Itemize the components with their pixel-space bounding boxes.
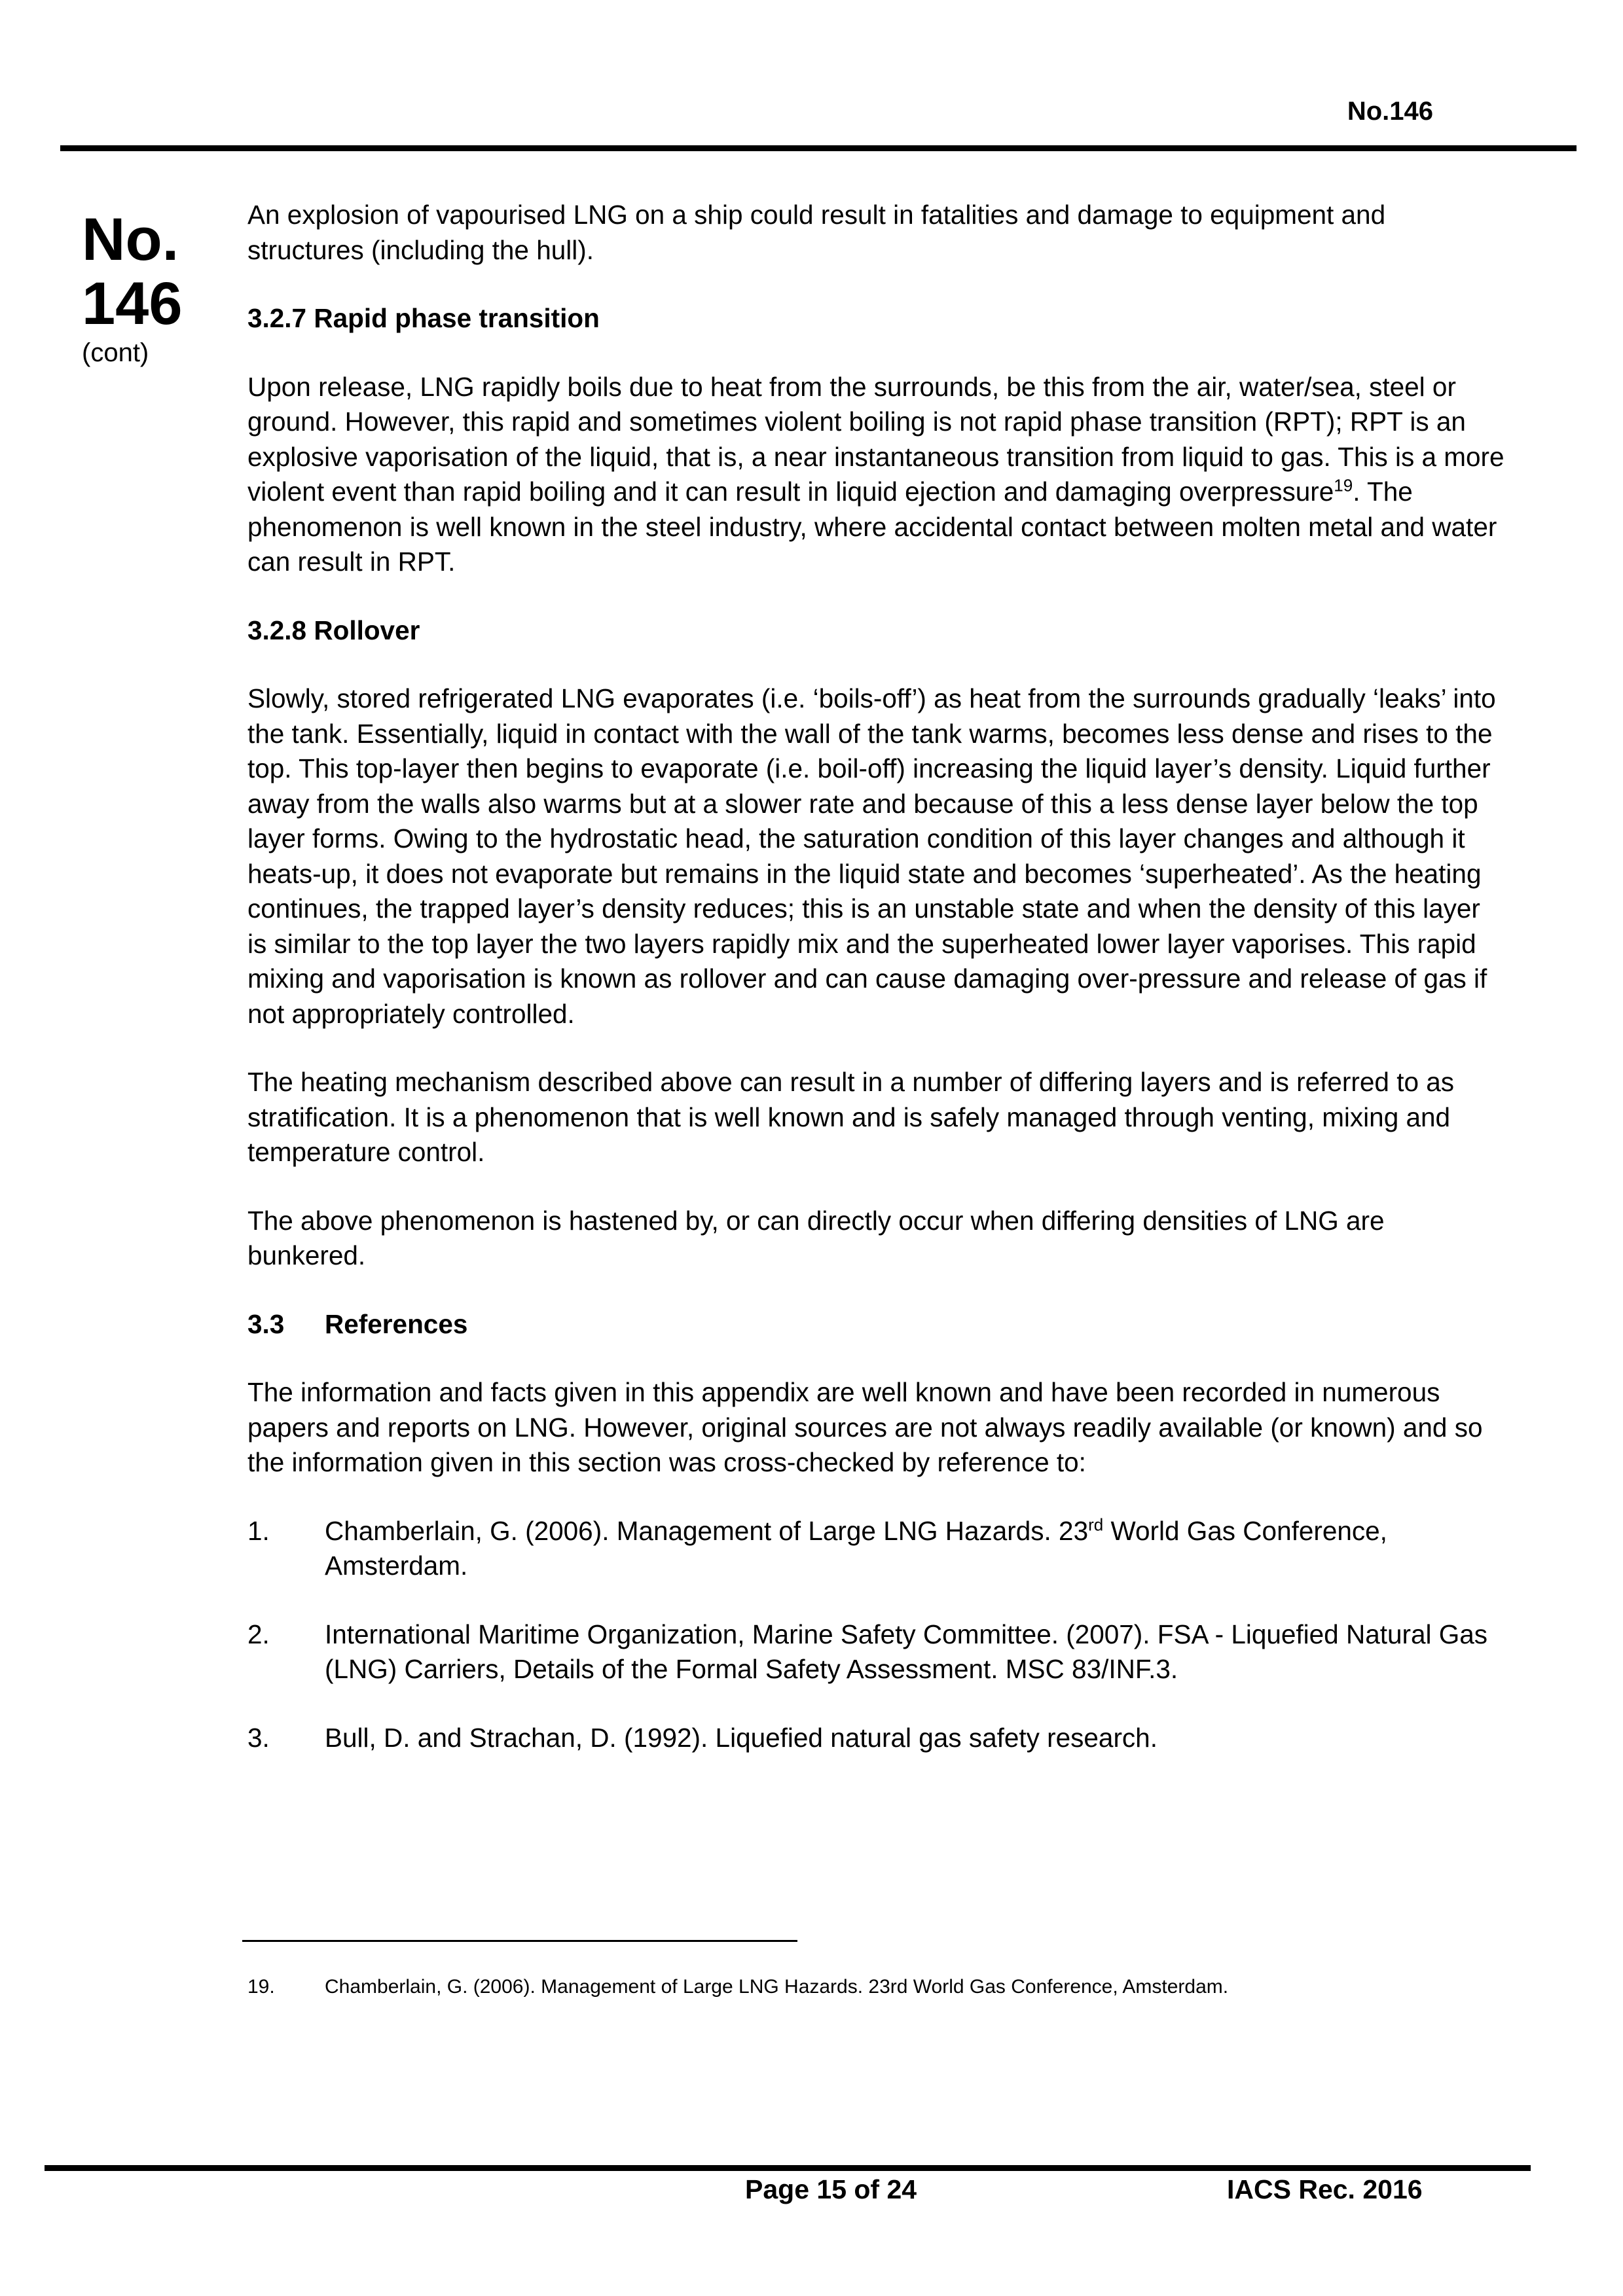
- header-document-number: No.146: [1347, 97, 1433, 126]
- reference-item: [247, 1721, 1504, 1756]
- side-label-no: No.: [82, 206, 179, 273]
- reference-item: [247, 1514, 1504, 1584]
- footnote-separator: [242, 1940, 797, 1942]
- reference-text-part1: Chamberlain, G. (2006). Management of Large LNG Hazards. 23: [325, 1515, 1089, 1546]
- reference-number: 1.: [247, 1515, 270, 1546]
- reference-superscript: rd: [1088, 1515, 1104, 1534]
- footnote-text: Chamberlain, G. (2006). Management of Large LNG Hazards. 23rd World Gas Conference, Amsterdam.: [325, 1976, 1229, 1998]
- section-327-heading: 3.2.7 Rapid phase transition: [247, 303, 600, 333]
- footnote: [247, 1974, 1504, 2000]
- reference-item: [247, 1617, 1504, 1687]
- reference-text: Bull, D. and Strachan, D. (1992). Liquefied natural gas safety research.: [325, 1722, 1158, 1753]
- section-327-text-part2: . The phenomenon is well known in the steel industry, where accidental contact between molten metal and water can result in RPT.: [247, 476, 1497, 577]
- footer-rec-label: IACS Rec. 2016: [1227, 2174, 1423, 2204]
- reference-text-part2: World Gas Conference, Amsterdam.: [325, 1515, 1387, 1581]
- footer-page-number: Page 15 of 24: [745, 2174, 917, 2204]
- footnote-number: 19.: [247, 1976, 275, 1998]
- footer-rule: [45, 2165, 1531, 2171]
- section-33-number: 3.3: [247, 1308, 285, 1339]
- main-content: [247, 198, 1504, 1789]
- side-label-cont: (cont): [82, 338, 149, 367]
- reference-text: International Maritime Organization, Marine Safety Committee. (2007). FSA - Liquefied Natural Gas (LNG) Carriers, Details of the Formal Safety Assessment. MSC 83/INF.3.: [325, 1619, 1488, 1684]
- section-327-text-part1: Upon release, LNG rapidly boils due to heat from the surrounds, be this from the air, water/sea, steel or ground. However, this rapid and sometimes violent boiling is not rapid phase transition (RPT); RPT is an explosive vaporisation of the liquid, that is, a near instantaneous transition from liquid to gas. This is a more violent event than rapid boiling and it can result in liquid ejection and damaging overpressure: [247, 371, 1504, 507]
- section-327-paragraph: [247, 370, 1504, 580]
- reference-number: 3.: [247, 1722, 270, 1753]
- rollover-paragraph-1: Slowly, stored refrigerated LNG evaporates (i.e. ‘boils-off’) as heat from the surrounds gradually ‘leaks’ into the tank. Essentially, liquid in contact with the wall of the tank warms, becomes less dense and rises to the top. This top-layer then begins to evaporate (i.e. boil-off) increasing the liquid layer’s density. Liquid further away from the walls also warms but at a slower rate and because of this a less dense layer below the top layer forms. Owing to the hydrostatic head, the saturation condition of this layer changes and although it heats-up, it does not evaporate but remains in the liquid state and becomes ‘superheated’. As the heating continues, the trapped layer’s density reduces; this is an unstable state and when the density of this layer is similar to the top layer the two layers rapidly mix and the superheated lower layer vaporises. This rapid mixing and vaporisation is known as rollover and can cause damaging over-pressure and release of gas if not appropriately controlled.: [247, 683, 1496, 1029]
- section-33-title: References: [325, 1308, 468, 1339]
- footnote-reference-19[interactable]: 19: [1334, 475, 1353, 495]
- reference-number: 2.: [247, 1619, 270, 1649]
- section-328-heading: 3.2.8 Rollover: [247, 615, 420, 645]
- rollover-paragraph-2: The heating mechanism described above can result in a number of differing layers and is referred to as stratification. It is a phenomenon that is well known and is safely managed through venting, mixing and temperature control.: [247, 1067, 1455, 1167]
- rollover-paragraph-3: The above phenomenon is hastened by, or can directly occur when differing densities of LNG are bunkered.: [247, 1205, 1385, 1270]
- references-intro: The information and facts given in this appendix are well known and have been recorded in numerous papers and reports on LNG. However, original sources are not always readily available (or known) and so the information given in this section was cross-checked by reference to:: [247, 1377, 1483, 1477]
- reference-list: [247, 1514, 1504, 1756]
- section-33-heading: [247, 1307, 1504, 1342]
- side-label: [82, 206, 183, 369]
- side-label-number: 146: [82, 270, 183, 337]
- intro-paragraph: An explosion of vapourised LNG on a ship could result in fatalities and damage to equipment and structures (including the hull).: [247, 200, 1386, 265]
- header-rule: [60, 145, 1577, 151]
